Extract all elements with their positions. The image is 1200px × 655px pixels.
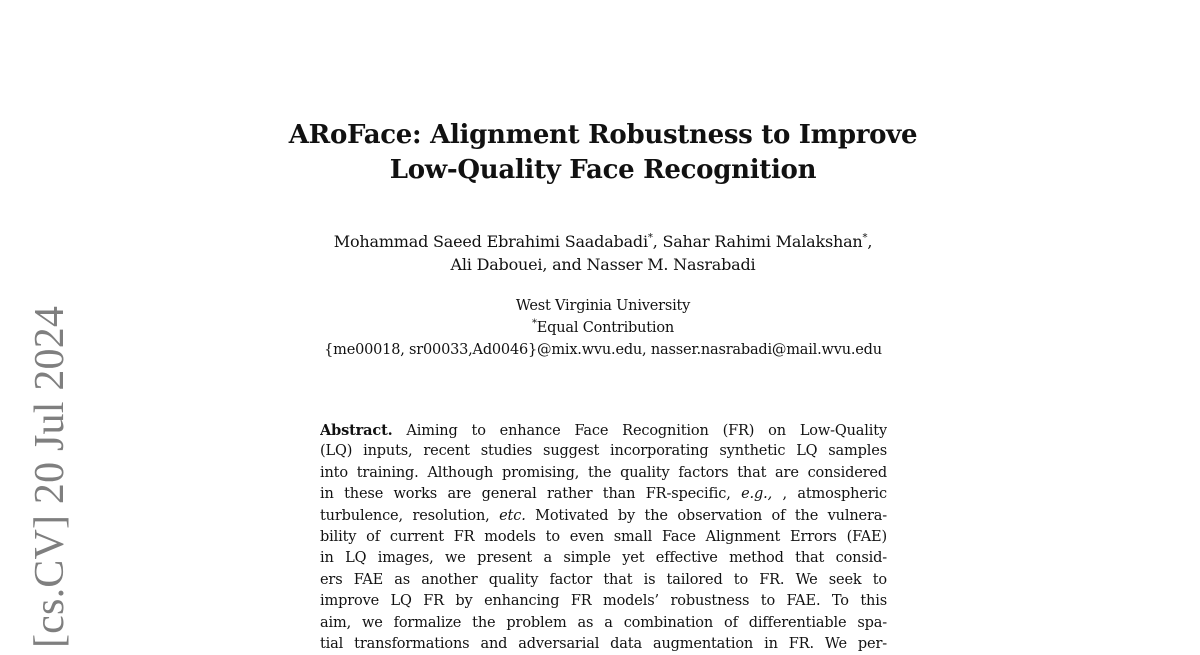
abstract-line: in these works are general rather than FR-specific, e.g., , atmospheric	[320, 486, 887, 503]
equal-contribution-mark: *	[862, 232, 868, 244]
abstract-line: ers FAE as another quality factor that is tailored to FR. We seek to	[320, 571, 887, 588]
author-separator: ,	[867, 232, 873, 251]
abstract-line: turbulence, resolution, etc. Motivated by the observation of the vulnera-	[320, 507, 887, 524]
abstract-heading: Abstract.	[320, 422, 393, 439]
author-malakshan: , Sahar Rahimi Malakshan	[652, 232, 863, 251]
abstract-line: Abstract. Aiming to enhance Face Recognition (FR) on Low-Quality	[320, 422, 887, 439]
abstract	[320, 420, 887, 655]
abstract-line: bility of current FR models to even small Face Alignment Errors (FAE)	[320, 528, 887, 545]
author-emails: {me00018, sr00033,Ad0046}@mix.wvu.edu, nasser.nasrabadi@mail.wvu.edu	[324, 342, 882, 358]
abstract-line: (LQ) inputs, recent studies suggest incorporating synthetic LQ samples	[320, 443, 887, 460]
equal-contribution-text: Equal Contribution	[536, 320, 675, 336]
title-line-1: ARoFace: Alignment Robustness to Improve	[288, 120, 918, 150]
authors-line-1	[0, 230, 1200, 253]
paper-title	[0, 118, 1200, 188]
abstract-line: tial transformations and adversarial data augmentation in FR. We per-	[320, 635, 887, 652]
abstract-line: aim, we formalize the problem as a combination of differentiable spa-	[320, 614, 887, 631]
abstract-line: in LQ images, we present a simple yet effective method that consid-	[320, 550, 887, 567]
abstract-line: into training. Although promising, the quality factors that are considered	[320, 464, 887, 481]
authors-line-2: Ali Dabouei, and Nasser M. Nasrabadi	[450, 255, 756, 274]
equal-contribution-mark: *	[647, 232, 653, 244]
title-line-2: Low-Quality Face Recognition	[389, 155, 817, 185]
abstract-line: improve LQ FR by enhancing FR models’ robustness to FAE. To this	[320, 593, 887, 610]
author-list	[0, 230, 1200, 276]
arxiv-stamp: [cs.CV] 20 Jul 2024	[27, 305, 73, 648]
affiliation-university: West Virginia University	[515, 298, 691, 314]
affiliation-block	[0, 295, 1200, 361]
equal-contribution-mark: *	[531, 318, 537, 330]
author-saadabadi: Mohammad Saeed Ebrahimi Saadabadi	[333, 232, 648, 251]
equal-contribution-note	[0, 317, 1200, 339]
